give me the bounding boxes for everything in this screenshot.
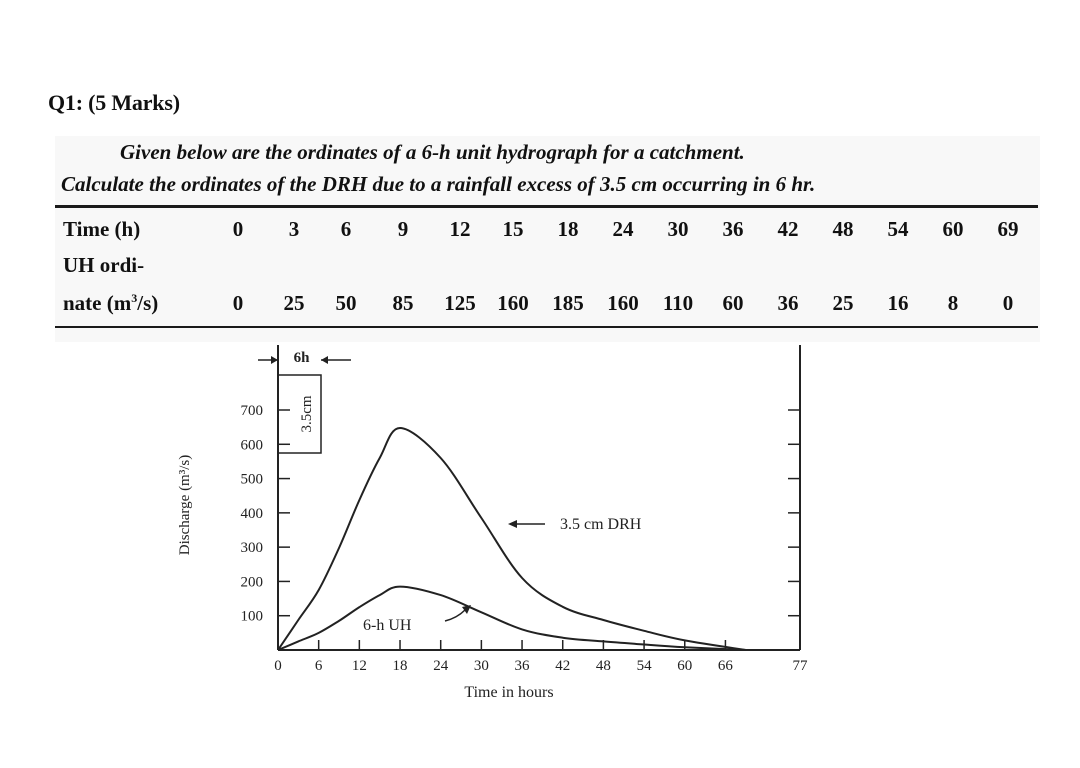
series-line-uh — [278, 587, 746, 650]
rain-duration-label: 6h — [293, 350, 310, 366]
uh-cell: 50 — [335, 291, 357, 315]
time-cell: 15 — [502, 217, 524, 241]
problem-line-2: Calculate the ordinates of the DRH due to a rainfall excess of 3.5 cm occurring in 6 hr. — [61, 172, 816, 196]
chart-frame — [278, 345, 800, 650]
drh-leader-arrowhead — [508, 520, 517, 528]
x-tick-label: 36 — [514, 658, 530, 674]
uh-cell: 36 — [777, 291, 799, 315]
time-cell: 6 — [340, 217, 352, 241]
uh-cell: 25 — [283, 291, 305, 315]
time-cell: 12 — [449, 217, 471, 241]
time-cell: 9 — [397, 217, 409, 241]
x-tick-label: 77 — [792, 658, 808, 674]
uh-cell: 60 — [722, 291, 744, 315]
time-cell: 60 — [942, 217, 964, 241]
uh-cell: 160 — [607, 291, 639, 315]
uh-cell: 25 — [832, 291, 854, 315]
x-tick-label: 66 — [717, 658, 733, 674]
uh-cell: 160 — [497, 291, 529, 315]
problem-line-1: Given below are the ordinates of a 6-h unit hydrograph for a catchment. — [120, 140, 745, 164]
x-tick-label: 60 — [677, 658, 693, 674]
hydrograph-chart — [165, 340, 845, 710]
uh-leader-line — [445, 610, 465, 621]
y-tick-label: 400 — [240, 505, 263, 522]
time-cell: 69 — [997, 217, 1019, 241]
uh-cell: 8 — [947, 291, 959, 315]
time-cell: 42 — [777, 217, 799, 241]
uh-cell: 16 — [887, 291, 909, 315]
time-cell: 30 — [667, 217, 689, 241]
rain-depth-label: 3.5cm — [299, 395, 315, 433]
uh-cell: 0 — [1002, 291, 1014, 315]
duration-arrowhead-left — [271, 356, 278, 364]
x-tick-label: 30 — [473, 658, 489, 674]
uh-cell: 0 — [232, 291, 244, 315]
drh-series-label: 3.5 cm DRH — [560, 516, 642, 533]
uh-cell: 185 — [552, 291, 584, 315]
rainfall-block — [258, 348, 351, 453]
time-cell: 24 — [612, 217, 634, 241]
uh-leader-arrowhead — [462, 605, 471, 614]
table-top-rule — [55, 205, 1038, 208]
x-tick-label: 24 — [433, 658, 449, 674]
uh-cell: 85 — [392, 291, 414, 315]
x-tick-label: 54 — [636, 658, 652, 674]
time-cell: 48 — [832, 217, 854, 241]
x-tick-label: 48 — [595, 658, 611, 674]
x-axis-title: Time in hours — [464, 684, 554, 701]
uh-series-label: 6-h UH — [363, 617, 412, 634]
y-tick-label: 700 — [240, 403, 263, 419]
uh-row-label-line2: nate $(m^3/s)$ — [63, 291, 159, 315]
table-bottom-rule — [55, 326, 1038, 328]
y-tick-label: 500 — [240, 471, 263, 488]
series-layer — [278, 428, 746, 650]
time-row-label: Time (h) — [63, 217, 141, 241]
series-line-drh — [278, 428, 746, 650]
y-axis-title: Discharge (m³/s) — [177, 454, 193, 556]
y-tick-label: 600 — [240, 437, 263, 454]
y-tick-label: 100 — [240, 608, 263, 625]
uh-cell: 125 — [444, 291, 476, 315]
x-tick-label: 18 — [392, 658, 408, 674]
time-cell: 54 — [887, 217, 909, 241]
x-tick-label: 0 — [274, 658, 282, 674]
time-cell: 18 — [557, 217, 579, 241]
question-heading: Q1: (5 Marks) — [48, 90, 180, 115]
uh-row-label-line1: UH ordi- — [63, 253, 145, 277]
time-cell: 36 — [722, 217, 744, 241]
duration-arrowhead-right — [321, 356, 328, 364]
y-tick-label: 200 — [240, 574, 263, 591]
problem-statement — [55, 136, 1040, 342]
time-cell: 3 — [288, 217, 300, 241]
x-tick-label: 42 — [555, 658, 571, 674]
uh-cell: 110 — [662, 291, 694, 315]
x-tick-label: 6 — [314, 658, 323, 674]
y-axis-ticks — [241, 403, 801, 625]
x-axis-ticks — [274, 640, 808, 674]
y-tick-label: 300 — [240, 540, 263, 557]
time-cell: 0 — [232, 217, 244, 241]
x-tick-label: 12 — [351, 658, 367, 674]
